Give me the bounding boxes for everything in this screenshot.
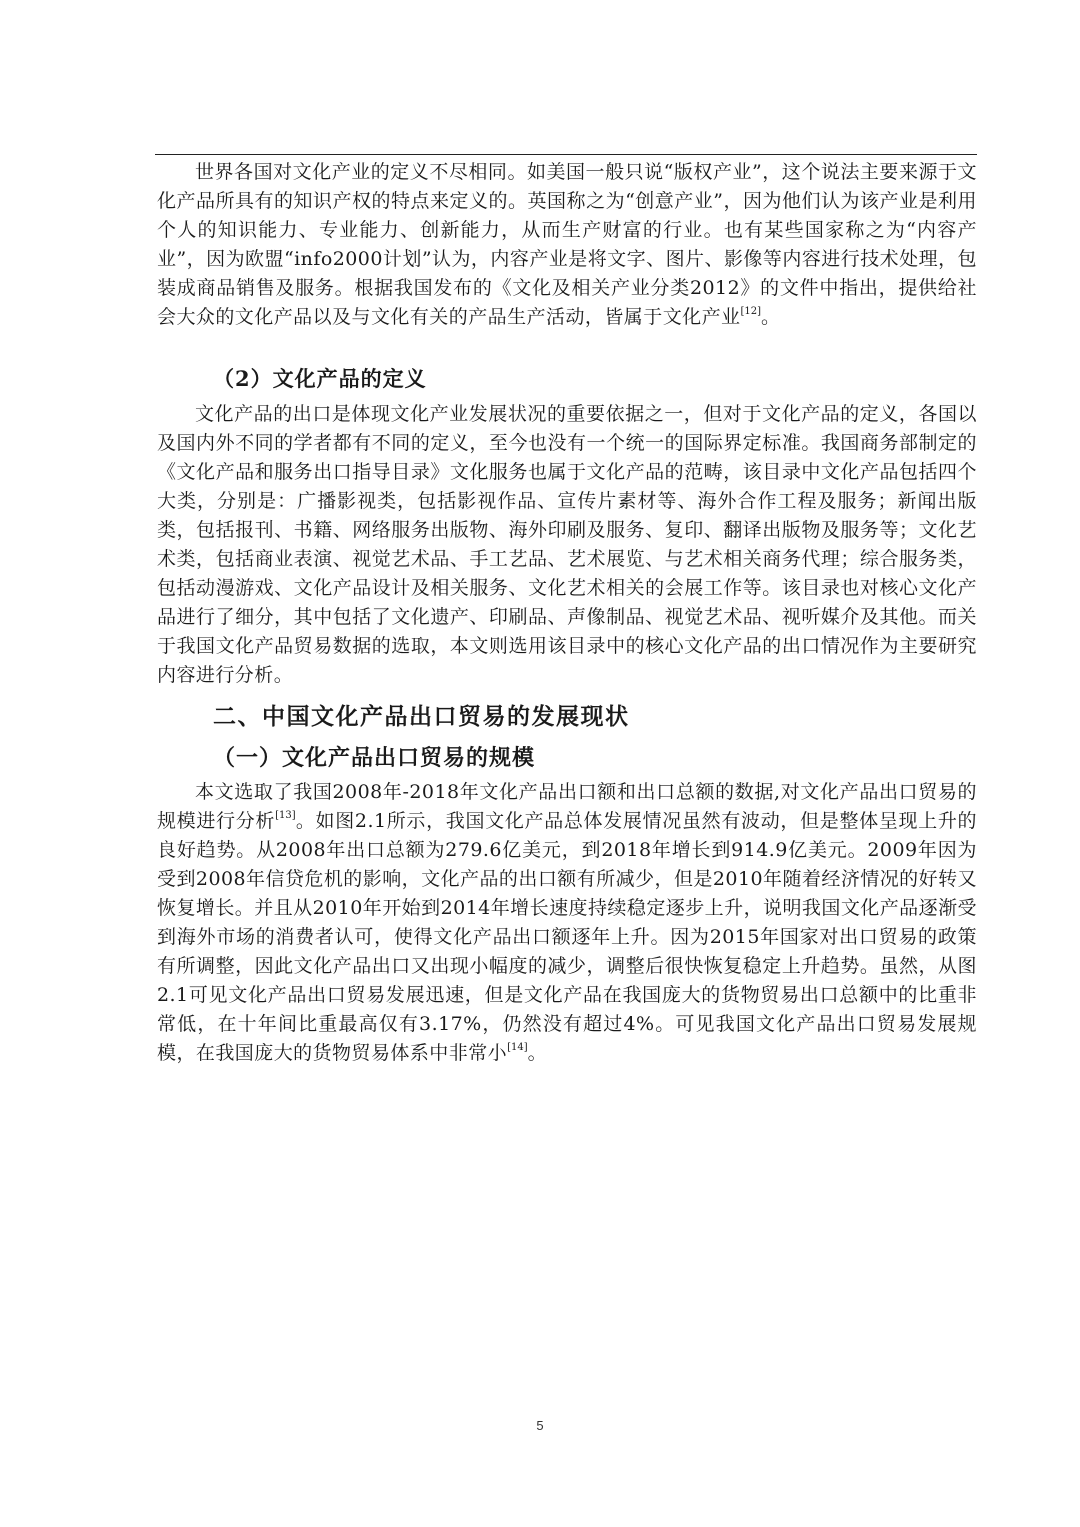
- paragraph-text: 世界各国对文化产业的定义不尽相同。如美国一般只说“版权产业”，这个说法主要来源于文化产品所具有的知识产权的特点来定义的。英国称之为“创意产业”，因为他们认为该产业是利用个人的知识能力、专业能力、创新能力，从而生产财富的行业。也有某些国家称之为“内容产业”，因为欧盟“info2000计划”认为，内容产业是将文字、图片、影像等内容进行技术处理，包装成商品销售及服务。根据我国发布的《文化及相关产业分类2012》的文件中指出，提供给社会大众的文化产品以及与文化有关的产品生产活动，皆属于文化产业: [157, 161, 977, 328]
- page-content: [157, 158, 977, 1068]
- paragraph-export-scale: [157, 778, 977, 1068]
- page-number: 5: [536, 1418, 544, 1433]
- paragraph-industry-definition: [157, 158, 977, 332]
- citation-12: [12]: [740, 306, 762, 317]
- citation-14: [14]: [507, 1042, 528, 1053]
- section-heading-export-scale: （一）文化产品出口贸易的规模: [213, 745, 536, 771]
- paragraph-product-definition: 文化产品的出口是体现文化产业发展状况的重要依据之一，但对于文化产品的定义，各国以及国内外不同的学者都有不同的定义，至今也没有一个统一的国际界定标准。我国商务部制定的《文化产品和服务出口指导目录》文化服务也属于文化产品的范畴，该目录中文化产品包括四个大类，分别是：广播影视类，包括影视作品、宣传片素材等、海外合作工程及服务；新闻出版类，包括报刊、书籍、网络服务出版物、海外印刷及服务、复印、翻译出版物及服务等；文化艺术类，包括商业表演、视觉艺术品、手工艺品、艺术展览、与艺术相关商务代理；综合服务类，包括动漫游戏、文化产品设计及相关服务、文化艺术相关的会展工作等。该目录也对核心文化产品进行了细分，其中包括了文化遗产、印刷品、声像制品、视觉艺术品、视听媒介及其他。而关于我国文化产品贸易数据的选取，本文则选用该目录中的核心文化产品的出口情况作为主要研究内容进行分析。: [157, 403, 977, 686]
- header-rule: [155, 154, 977, 155]
- paragraph-end: 。: [527, 1042, 548, 1064]
- heading-product-definition: （2）文化产品的定义: [213, 366, 427, 391]
- citation-13: [13]: [275, 810, 296, 821]
- chapter-heading: 二、中国文化产品出口贸易的发展现状: [213, 704, 630, 730]
- paragraph-text: 。如图2.1所示，我国文化产品总体发展情况虽然有波动，但是整体呈现上升的良好趋势。从2008年出口总额为279.6亿美元，到2018年增长到914.9亿美元。2009年因为受到2008年信贷危机的影响，文化产品的出口额有所减少，但是2010年随着经济情况的好转又恢复增长。并且从2010年开始到2014年增长速度持续稳定逐步上升，说明我国文化产品逐渐受到海外市场的消费者认可，使得文化产品出口额逐年上升。因为2015年国家对出口贸易的政策有所调整，因此文化产品出口又出现小幅度的减少，调整后很快恢复稳定上升趋势。虽然，从图2.1可见文化产品出口贸易发展迅速，但是文化产品在我国庞大的货物贸易出口总额中的比重非常低，在十年间比重最高仅有3.17%，仍然没有超过4%。可见我国文化产品出口贸易发展规模，在我国庞大的货物贸易体系中非常小: [157, 810, 978, 1064]
- paragraph-text: 本文选取了我国2008年-2018年文化产品出口额和出口总额的数据,对文化产品出口贸易的规模进行分析: [157, 781, 977, 832]
- paragraph-end: 。: [761, 306, 781, 328]
